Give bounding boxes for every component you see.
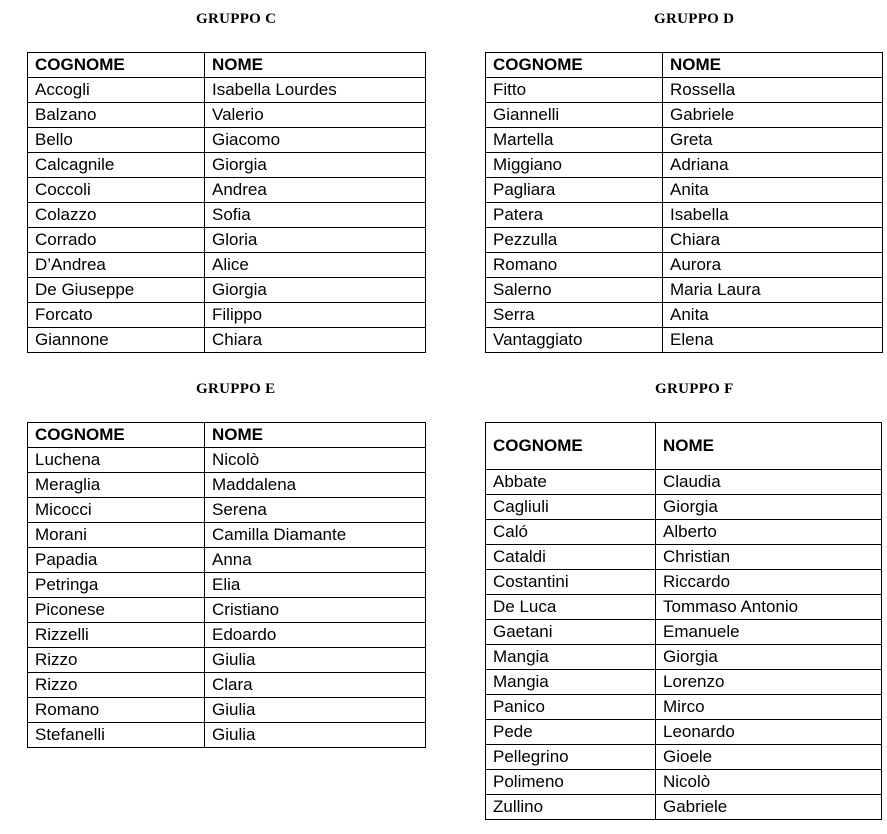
cognome-cell: Papadia (28, 548, 205, 573)
cognome-cell: Romano (28, 698, 205, 723)
cognome-cell: Gaetani (486, 620, 656, 645)
table-row (486, 745, 882, 770)
cognome-cell: Rizzo (28, 648, 205, 673)
cognome-cell: Giannelli (486, 103, 663, 128)
nome-cell: Nicolò (205, 448, 426, 473)
nome-cell: Maria Laura (663, 278, 883, 303)
nome-cell: Emanuele (656, 620, 882, 645)
table-row (28, 448, 426, 473)
nome-cell: Isabella Lourdes (205, 78, 426, 103)
table-row (28, 523, 426, 548)
nome-cell: Giulia (205, 698, 426, 723)
group-f-table (485, 422, 882, 820)
cognome-cell: Rizzo (28, 673, 205, 698)
nome-cell: Elena (663, 328, 883, 353)
cognome-cell: Coccoli (28, 178, 205, 203)
header-nome: NOME (205, 53, 426, 78)
cognome-cell: Zullino (486, 795, 656, 820)
table-row (486, 770, 882, 795)
nome-cell: Sofia (205, 203, 426, 228)
table-row (28, 103, 426, 128)
header-cognome: COGNOME (486, 53, 663, 78)
nome-cell: Mirco (656, 695, 882, 720)
table-row (28, 328, 426, 353)
cognome-cell: Vantaggiato (486, 328, 663, 353)
header-nome: NOME (663, 53, 883, 78)
nome-cell: Anita (663, 178, 883, 203)
group-e-table (27, 422, 426, 748)
table-row (486, 103, 883, 128)
nome-cell: Maddalena (205, 473, 426, 498)
cognome-cell: Miggiano (486, 153, 663, 178)
nome-cell: Giorgia (205, 153, 426, 178)
table-row (486, 595, 882, 620)
header-nome: NOME (656, 423, 882, 470)
table-row (28, 723, 426, 748)
cognome-cell: De Giuseppe (28, 278, 205, 303)
nome-cell: Lorenzo (656, 670, 882, 695)
cognome-cell: Giannone (28, 328, 205, 353)
table-row (28, 303, 426, 328)
cognome-cell: Pellegrino (486, 745, 656, 770)
cognome-cell: Pagliara (486, 178, 663, 203)
table-row (28, 178, 426, 203)
table-row (28, 548, 426, 573)
cognome-cell: Romano (486, 253, 663, 278)
nome-cell: Gloria (205, 228, 426, 253)
table-row (486, 670, 882, 695)
table-row (486, 470, 882, 495)
cognome-cell: Mangia (486, 670, 656, 695)
table-header-row (28, 53, 426, 78)
cognome-cell: Polimeno (486, 770, 656, 795)
cognome-cell: Morani (28, 523, 205, 548)
nome-cell: Anna (205, 548, 426, 573)
table-row (28, 573, 426, 598)
nome-cell: Giorgia (656, 645, 882, 670)
table-row (486, 253, 883, 278)
nome-cell: Elia (205, 573, 426, 598)
table-row (486, 328, 883, 353)
table-row (486, 228, 883, 253)
cognome-cell: Panico (486, 695, 656, 720)
nome-cell: Leonardo (656, 720, 882, 745)
table-row (486, 78, 883, 103)
table-row (486, 695, 882, 720)
cognome-cell: Pede (486, 720, 656, 745)
nome-cell: Gioele (656, 745, 882, 770)
group-d-table (485, 52, 883, 353)
header-cognome: COGNOME (486, 423, 656, 470)
cognome-cell: Cataldi (486, 545, 656, 570)
cognome-cell: Pezzulla (486, 228, 663, 253)
cognome-cell: Salerno (486, 278, 663, 303)
table-row (28, 253, 426, 278)
nome-cell: Clara (205, 673, 426, 698)
table-row (486, 520, 882, 545)
table-row (28, 278, 426, 303)
group-f-title: GRUPPO F (655, 381, 734, 397)
group-c-title: GRUPPO C (196, 11, 277, 27)
nome-cell: Anita (663, 303, 883, 328)
table-row (486, 178, 883, 203)
nome-cell: Claudia (656, 470, 882, 495)
table-row (28, 78, 426, 103)
cognome-cell: Balzano (28, 103, 205, 128)
group-c-table (27, 52, 426, 353)
group-e-title: GRUPPO E (196, 381, 276, 397)
nome-cell: Isabella (663, 203, 883, 228)
table-row (486, 203, 883, 228)
table-row (28, 648, 426, 673)
nome-cell: Andrea (205, 178, 426, 203)
cognome-cell: Mangia (486, 645, 656, 670)
table-row (28, 598, 426, 623)
nome-cell: Valerio (205, 103, 426, 128)
nome-cell: Tommaso Antonio (656, 595, 882, 620)
cognome-cell: Meraglia (28, 473, 205, 498)
nome-cell: Giacomo (205, 128, 426, 153)
cognome-cell: Fitto (486, 78, 663, 103)
table-row (28, 228, 426, 253)
table-row (486, 795, 882, 820)
cognome-cell: Piconese (28, 598, 205, 623)
table-row (28, 698, 426, 723)
cognome-cell: Accogli (28, 78, 205, 103)
cognome-cell: Corrado (28, 228, 205, 253)
header-nome: NOME (205, 423, 426, 448)
nome-cell: Serena (205, 498, 426, 523)
table-row (28, 498, 426, 523)
nome-cell: Giorgia (205, 278, 426, 303)
nome-cell: Cristiano (205, 598, 426, 623)
table-row (28, 623, 426, 648)
cognome-cell: De Luca (486, 595, 656, 620)
nome-cell: Adriana (663, 153, 883, 178)
nome-cell: Gabriele (656, 795, 882, 820)
table-row (486, 720, 882, 745)
table-header-row (28, 423, 426, 448)
table-row (486, 495, 882, 520)
nome-cell: Giulia (205, 723, 426, 748)
cognome-cell: Caló (486, 520, 656, 545)
table-row (486, 545, 882, 570)
nome-cell: Aurora (663, 253, 883, 278)
cognome-cell: Serra (486, 303, 663, 328)
cognome-cell: Martella (486, 128, 663, 153)
table-row (486, 278, 883, 303)
table-row (28, 128, 426, 153)
cognome-cell: Bello (28, 128, 205, 153)
table-row (486, 645, 882, 670)
nome-cell: Alberto (656, 520, 882, 545)
cognome-cell: Costantini (486, 570, 656, 595)
table-row (28, 203, 426, 228)
table-row (28, 473, 426, 498)
nome-cell: Riccardo (656, 570, 882, 595)
nome-cell: Nicolò (656, 770, 882, 795)
cognome-cell: Micocci (28, 498, 205, 523)
table-row (486, 153, 883, 178)
header-cognome: COGNOME (28, 423, 205, 448)
table-row (486, 303, 883, 328)
cognome-cell: Petringa (28, 573, 205, 598)
nome-cell: Giorgia (656, 495, 882, 520)
table-row (486, 620, 882, 645)
cognome-cell: Calcagnile (28, 153, 205, 178)
table-row (486, 570, 882, 595)
nome-cell: Greta (663, 128, 883, 153)
cognome-cell: D’Andrea (28, 253, 205, 278)
cognome-cell: Cagliuli (486, 495, 656, 520)
group-d-title: GRUPPO D (654, 11, 735, 27)
table-row (28, 673, 426, 698)
nome-cell: Alice (205, 253, 426, 278)
cognome-cell: Abbate (486, 470, 656, 495)
table-row (28, 153, 426, 178)
nome-cell: Chiara (663, 228, 883, 253)
cognome-cell: Luchena (28, 448, 205, 473)
cognome-cell: Colazzo (28, 203, 205, 228)
nome-cell: Camilla Diamante (205, 523, 426, 548)
nome-cell: Edoardo (205, 623, 426, 648)
cognome-cell: Stefanelli (28, 723, 205, 748)
nome-cell: Rossella (663, 78, 883, 103)
table-row (486, 128, 883, 153)
nome-cell: Giulia (205, 648, 426, 673)
table-header-row (486, 423, 882, 470)
cognome-cell: Patera (486, 203, 663, 228)
nome-cell: Filippo (205, 303, 426, 328)
nome-cell: Christian (656, 545, 882, 570)
nome-cell: Chiara (205, 328, 426, 353)
header-cognome: COGNOME (28, 53, 205, 78)
cognome-cell: Forcato (28, 303, 205, 328)
table-header-row (486, 53, 883, 78)
cognome-cell: Rizzelli (28, 623, 205, 648)
nome-cell: Gabriele (663, 103, 883, 128)
